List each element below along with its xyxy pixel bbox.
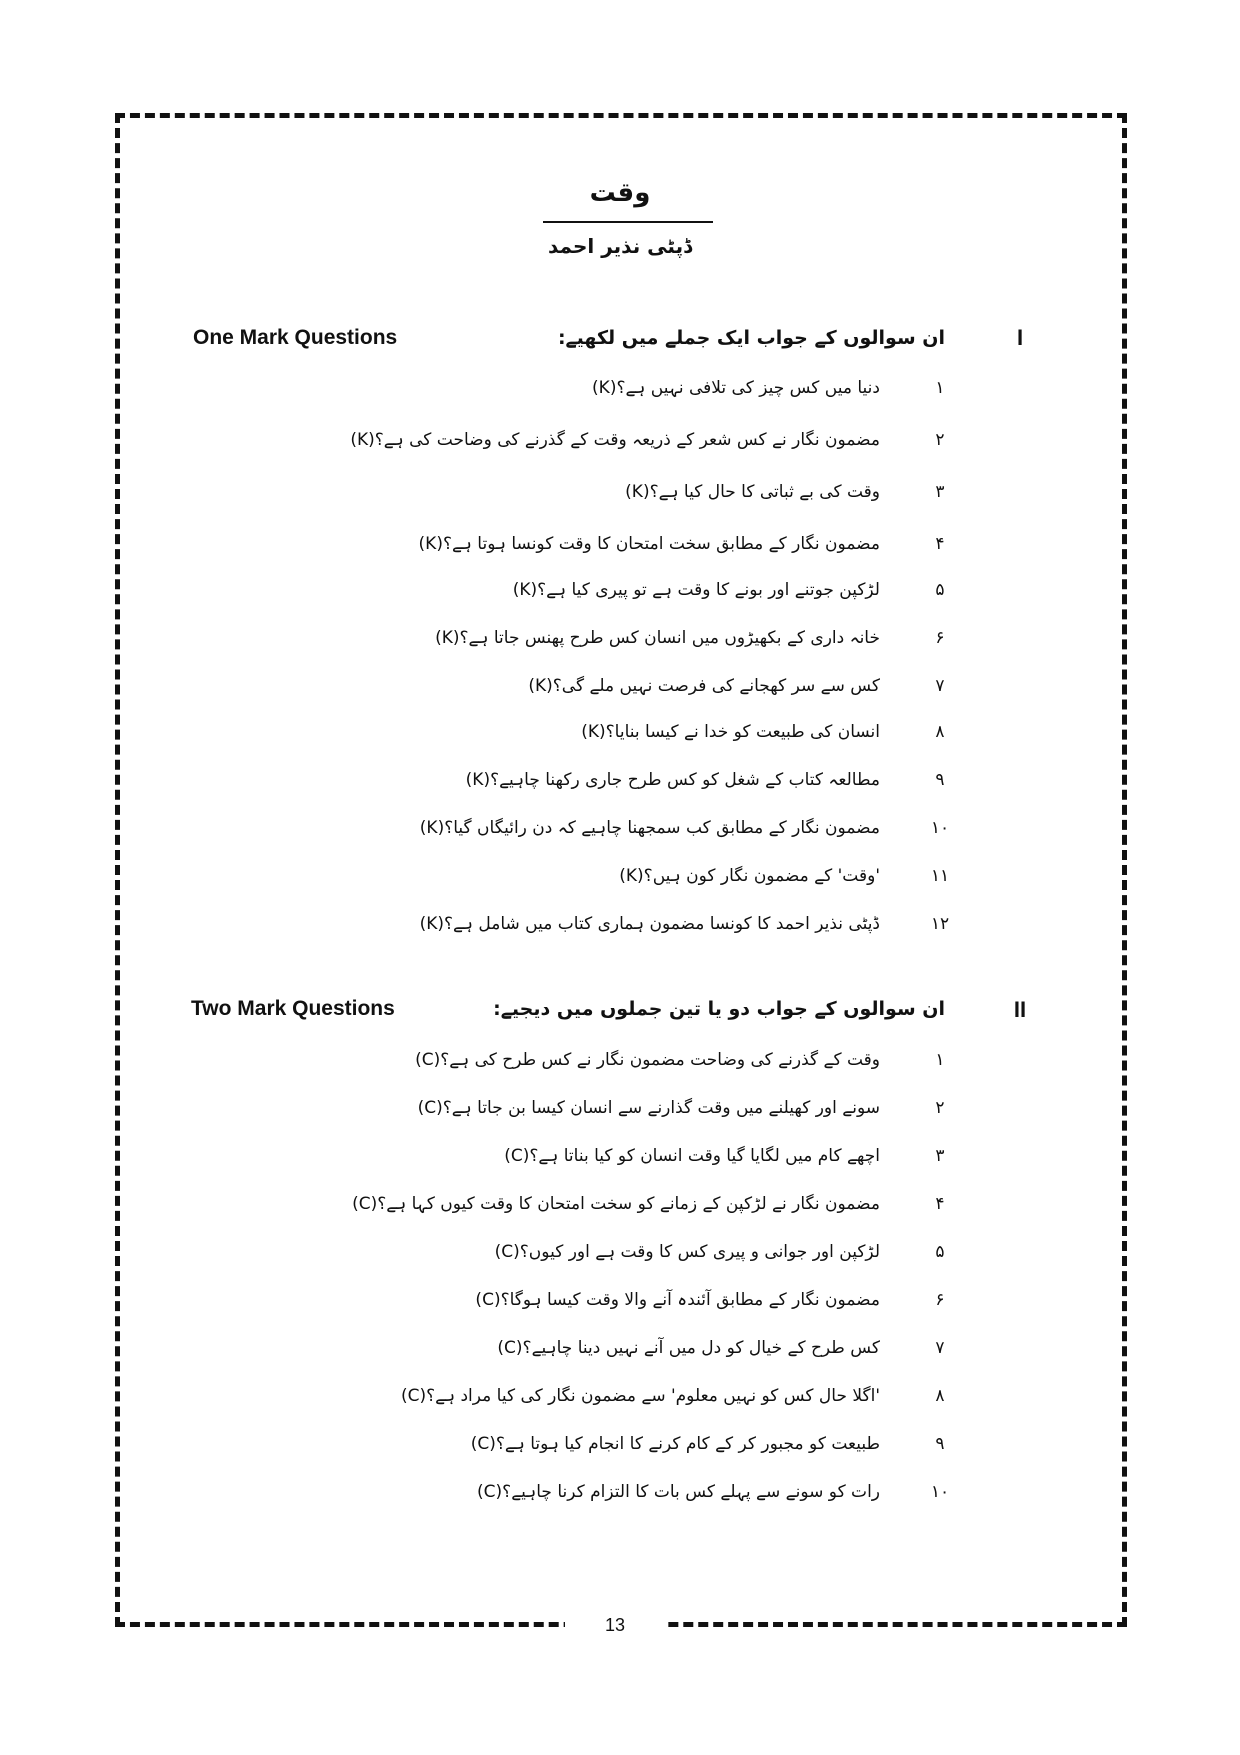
question-number: ۵ [935, 1242, 945, 1262]
question-number: ۳ [935, 1146, 945, 1166]
question-number: ۹ [935, 770, 945, 790]
question-text: مضمون نگار کے مطابق آئندہ آنے والا وقت کیسا ہوگا؟(C) [475, 1290, 880, 1310]
question-text: ڈپٹی نذیر احمد کا کونسا مضمون ہماری کتاب میں شامل ہے؟(K) [419, 914, 880, 934]
question-item [0, 1381, 1240, 1411]
question-text: 'اگلا حال کس کو نہیں معلوم' سے مضمون نگار کی کیا مراد ہے؟(C) [400, 1386, 880, 1406]
section-1-heading: ان سوالوں کے جواب ایک جملے میں لکھیے: [557, 327, 945, 349]
question-text: مضمون نگار کے مطابق سخت امتحان کا وقت کونسا ہوتا ہے؟(K) [418, 534, 880, 554]
section-2-roman: II [1013, 997, 1027, 1022]
question-number: ۸ [935, 722, 945, 742]
question-item [0, 623, 1240, 653]
section-2-english-label: Two Mark Questions [191, 997, 395, 1020]
question-text: طبیعت کو مجبور کر کے کام کرنے کا انجام کیا ہوتا ہے؟(C) [470, 1434, 880, 1454]
question-item [0, 909, 1240, 939]
question-item [0, 477, 1240, 507]
question-text: کس سے سر کھجانے کی فرصت نہیں ملے گی؟(K) [528, 676, 880, 696]
title-underline [543, 221, 713, 223]
question-number: ۶ [935, 1290, 945, 1310]
question-text: لڑکپن جوتنے اور بونے کا وقت ہے تو پیری کیا ہے؟(K) [512, 580, 880, 600]
question-item [0, 861, 1240, 891]
question-number: ۸ [935, 1386, 945, 1406]
question-item [0, 813, 1240, 843]
question-text: سونے اور کھیلنے میں وقت گذارنے سے انسان کیسا بن جاتا ہے؟(C) [417, 1098, 880, 1118]
question-number: ۵ [935, 580, 945, 600]
question-text: دنیا میں کس چیز کی تلافی نہیں ہے؟(K) [592, 378, 880, 398]
question-number: ۱ [935, 1050, 945, 1070]
question-item [0, 765, 1240, 795]
question-text: 'وقت' کے مضمون نگار کون ہیں؟(K) [619, 866, 880, 886]
question-item [0, 1429, 1240, 1459]
question-text: مضمون نگار نے لڑکپن کے زمانے کو سخت امتحان کا وقت کیوں کہا ہے؟(C) [352, 1194, 880, 1214]
question-text: مطالعہ کتاب کے شغل کو کس طرح جاری رکھنا چاہیے؟(K) [465, 770, 880, 790]
question-item [0, 1093, 1240, 1123]
question-item [0, 1477, 1240, 1507]
question-number: ۱ [935, 378, 945, 398]
page-title: وقت [589, 178, 651, 208]
page-number: 13 [604, 1615, 626, 1635]
question-text: انسان کی طبیعت کو خدا نے کیسا بنایا؟(K) [581, 722, 880, 742]
question-text: اچھے کام میں لگایا گیا وقت انسان کو کیا بناتا ہے؟(C) [504, 1146, 880, 1166]
question-item [0, 671, 1240, 701]
question-number: ۶ [935, 628, 945, 648]
question-item [0, 575, 1240, 605]
question-item [0, 1285, 1240, 1315]
question-item [0, 373, 1240, 403]
question-number: ۱۰ [930, 1482, 950, 1502]
question-number: ۲ [935, 1098, 945, 1118]
question-text: خانہ داری کے بکھیڑوں میں انسان کس طرح پھنس جاتا ہے؟(K) [435, 628, 880, 648]
author-name: ڈپٹی نذیر احمد [548, 234, 692, 258]
question-number: ۷ [935, 1338, 945, 1358]
question-number: ۱۰ [930, 818, 950, 838]
question-text: کس طرح کے خیال کو دل میں آنے نہیں دینا چاہیے؟(C) [497, 1338, 880, 1358]
question-text: وقت کے گذرنے کی وضاحت مضمون نگار نے کس طرح کی ہے؟(C) [415, 1050, 880, 1070]
question-number: ۷ [935, 676, 945, 696]
question-text: مضمون نگار نے کس شعر کے ذریعہ وقت کے گذرنے کی وضاحت کی ہے؟(K) [350, 430, 880, 450]
question-number: ۹ [935, 1434, 945, 1454]
question-item [0, 1189, 1240, 1219]
question-number: ۴ [935, 534, 945, 554]
question-item [0, 1237, 1240, 1267]
question-text: وقت کی بے ثباتی کا حال کیا ہے؟(K) [625, 482, 880, 502]
question-number: ۱۱ [930, 866, 950, 886]
question-text: رات کو سونے سے پہلے کس بات کا التزام کرنا چاہیے؟(C) [477, 1482, 880, 1502]
question-item [0, 425, 1240, 455]
question-text: مضمون نگار کے مطابق کب سمجھنا چاہیے کہ دن رائیگاں گیا؟(K) [419, 818, 880, 838]
section-1-english-label: One Mark Questions [193, 326, 398, 349]
question-item [0, 717, 1240, 747]
question-text: لڑکپن اور جوانی و پیری کس کا وقت ہے اور کیوں؟(C) [494, 1242, 880, 1262]
section-1-roman: I [1016, 325, 1024, 350]
question-number: ۱۲ [930, 914, 950, 934]
question-item [0, 1333, 1240, 1363]
question-item [0, 1045, 1240, 1075]
question-number: ۲ [935, 430, 945, 450]
question-item [0, 1141, 1240, 1171]
question-number: ۳ [935, 482, 945, 502]
question-number: ۴ [935, 1194, 945, 1214]
question-item [0, 529, 1240, 559]
section-2-heading: ان سوالوں کے جواب دو یا تین جملوں میں دیجیے: [493, 998, 945, 1020]
